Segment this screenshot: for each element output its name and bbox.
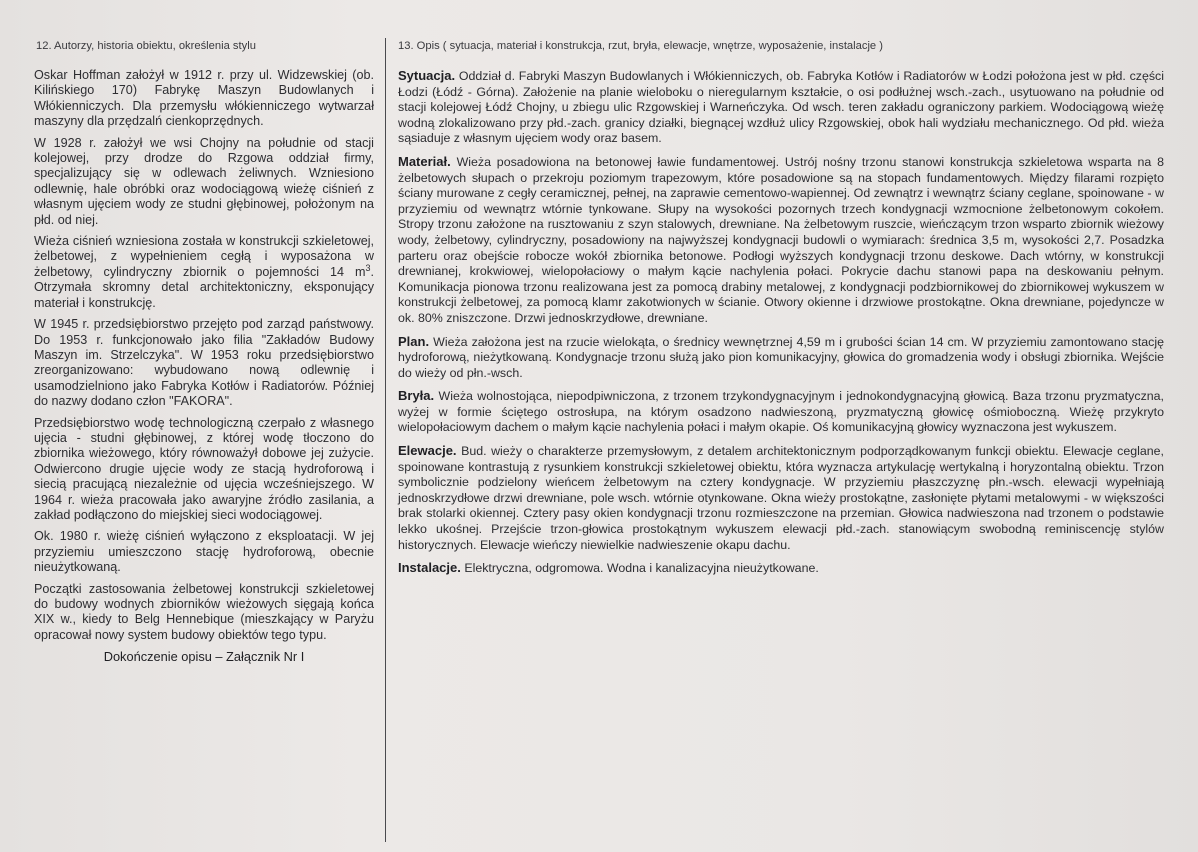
section-text: Wieża wolnostojąca, niepodpiwniczona, z trzonem trzykondygnacyjnym i jednokondygnacyjną głowicą. Baza trzonu pryzmatyczna, wyżej w formie ściętego ostrosłupa, na którym osadzono nadwieszoną, pryzmatyczną głowicę ośmioboczną. Wieżę przykryto wielopołaciowym dachem o małym kącie nachylenia połaci i małym okapie. Oś komunikacyjną głowicy wyznaczona jest wykuszem. [398, 389, 1164, 435]
description-section [398, 154, 1164, 327]
continuation-note: Dokończenie opisu – Załącznik Nr I [103, 649, 305, 665]
history-paragraph: Początki zastosowania żelbetowej konstrukcji szkieletowej do budowy wodnych zbiorników wieżowych sięgają końca XIX w., kiedy to Belg Hennebique (mieszkający w Paryżu opracował nowy system budowy obiektów tego typu. [34, 581, 374, 642]
section-label: Sytuacja. [398, 68, 456, 83]
section-text: Bud. wieży o charakterze przemysłowym, z detalem architektonicznym podporządkowanym funkcji obiektu. Elewacje ceglane, spoinowane kontrastują z rysunkiem konstrukcji szkieletowej obiektu, która wyznacza artykulację wertykalną i horyzontalną obiektu. Trzon symbolicznie podzielony wieńcem żelbetowym na cztery kondygnacje. W przyziemiu płaszczyznę płn.-wsch. elewacji wypełniają jednoskrzydłowe drzwi drewniane, pole wsch. wtórnie otynkowane. Okna wieży prostokątne, zasłonięte płytami metalowymi - w większości brak stolarki okiennej. Cztery pasy okien kondygnacji trzonu rozmieszczone na przemian. Głowica nadwieszona nad trzonem o podstawie lekko ukośnej. Przejście trzon-głowica prostokątnym wykuszem elewacji płd.-zach. stanowiącym swobodną reminiscencję stylów historycznych. Elewacje wieńczy niewielkie nadwieszenie okapu dachu. [398, 444, 1164, 552]
description-section [398, 388, 1164, 436]
cubic-superscript: 3 [365, 262, 371, 273]
history-paragraph: Przedsiębiorstwo wodę technologiczną czerpało z własnego ujęcia - studni głębinowej, z której wodę tłoczono do zbiornika wieżowego, który równoważył dobowe jej zużycie. Odwiercono drugie ujęcie wody ze stacją hydroforową i siecią pracującą niezależnie od ujęcia wcześniejszego. W 1964 r. wieża pracowała jako awaryjne źródło zasilania, a zakład podłączono do miejskiej sieci wodociągowej. [34, 415, 374, 522]
tower-text-a: Wieża ciśnień wzniesiona została w konstrukcji szkieletowej, żelbetowej, z wypełnieniem cegłą i wyposażona w żelbetowy, cylindryczny zbiornik o pojemności 14 m [34, 234, 374, 279]
section-text: Wieża posadowiona na betonowej ławie fundamentowej. Ustrój nośny trzonu stanowi konstrukcja szkieletowa wsparta na 8 żelbetowych słupach o przekroju poziomym trapezowym, które posadowione są na stopach fundamentowych. Między filarami rozpięto ściany murowane z cegły ceramicznej, pełnej, na zaprawie cementowo-wapiennej. Od zewnątrz i wewnątrz ściany ceglane, spoinowane - w przyziemiu od wewnątrz wtórnie tynkowane. Słupy na wysokości pozornych trzech kondygnacji wzmocnione żelbetonowym cokołem. Stropy trzonu założone na rusztowaniu z szyn stalowych, drewniane. Na żelbetowym ruszcie, wieńczącym trzon wsparto zbiornik wieżowy wody, żelbetowy, cylindryczny, posadowiony na najwyższej kondygnacji budowli o wymiarach: średnica 3,5 m, wysokości 2,7. Posadzka parteru oraz obejście robocze wokół zbiornika betonowe. Podłogi wyższych kondygnacji trzonu deskowe. Dach wtórny, w konstrukcji drewnianej, krokwiowej, wielopołaciowy o małym kącie nachylenia połaci. Pokrycie dachu stanowi papa na deskowaniu pełnym. Komunikacja pionowa trzonu realizowana jest za pomocą drabiny metalowej, z kondygnacji podzbiornikowej do zbiornikowej wykuszem w konstrukcji żelbetowej, za pomocą klamr zakotwionych w ścianie. Otwory okienne i drzwiowe prostokątne. Okna drewniane, pojedyncze w ok. 80% zniszczone. Drzwi jednoskrzydłowe, drewniane. [398, 154, 1164, 325]
section-12-heading: 12. Autorzy, historia obiektu, określenia stylu [36, 40, 256, 52]
history-paragraph: W 1928 r. założył we wsi Chojny na południe od stacji kolejowej, przy drodze do Rzgowa oddział firmy, specjalizujący się w odlewach żeliwnych. Wzniesiono odlewnię, hale obróbki oraz wodociągową wieżę ciśnień z własnym ujęciem wody ze studni głębinowej, położonym na płd. od niej. [34, 135, 374, 227]
right-column [398, 38, 1164, 584]
section-label: Instalacje. [398, 560, 461, 576]
column-divider [385, 38, 386, 842]
description-section [398, 68, 1164, 147]
description-section [398, 560, 1164, 577]
section-label: Plan. [398, 333, 430, 349]
section-13-heading: 13. Opis ( sytuacja, materiał i konstrukcja, rzut, bryła, elewacje, wnętrze, wyposażenie, instalacje ) [398, 40, 883, 52]
section-label: Elewacje. [398, 443, 457, 459]
history-paragraph: Ok. 1980 r. wieżę ciśnień wyłączono z eksploatacji. W jej przyziemiu umieszczono stację hydroforową, obecnie nieużytkowaną. [34, 529, 374, 575]
description-section [398, 443, 1164, 553]
history-paragraph: W 1945 r. przedsiębiorstwo przejęto pod zarząd państwowy. Do 1953 r. funkcjonowało jako filia "Zakładów Budowy Maszyn im. Strzelczyka". W 1953 roku przedsiębiorstwo zreorganizowano: wybudowano nową odlewnię i usamodzielniono jako Fabryka Kotłów i Radiatorów. Później do nazwy dodano człon "FAKORA". [34, 317, 374, 409]
tower-text-b: . Otrzymała skromny detal architektoniczny, eksponujący materiał i konstrukcję. [34, 264, 374, 310]
history-paragraph [34, 234, 374, 311]
section-label: Bryła. [398, 388, 435, 404]
section-text: Oddział d. Fabryki Maszyn Budowlanych i Włókienniczych, ob. Fabryka Kotłów i Radiatorów w Łodzi położona jest w płd. części Łodzi (Łódź - Górna). Założenie na planie wieloboku o nieregularnym kształcie, o osi podłużnej wsch.-zach., usytuowano na południe od stacji kolejowej Łódź Chojny, u zbiegu ulic Rzgowskiej i Warneńczyka. Od wsch. teren zakładu ograniczony parkiem. Wodociągową wieżę wodną zlokalizowano przy płd.-zach. granicy działki, biegnącej wzdłuż ulicy Rzgowskiej, obok hali wydziału mechanicznego. Od płd. wieża sąsiaduje z własnym ujęciem wody oraz basem. [398, 69, 1164, 146]
section-label: Materiał. [398, 153, 451, 169]
section-text: Wieża założona jest na rzucie wielokąta, o średnicy wewnętrznej 4,59 m i grubości ścian 14 cm. W przyziemiu zamontowano stację hydroforową, nieżytkowaną. Kondygnacje trzonu służą jako pion komunikacyjny, głowica do gromadzenia wody i obsługi zbiornika. Wejście do wieży od płn.-wsch. [398, 334, 1165, 380]
history-paragraph: Oskar Hoffman założył w 1912 r. przy ul. Widzewskiej (ob. Kilińskiego 170) Fabrykę Maszyn Budowlanych i Włókienniczych. Dla przemysłu włókienniczego wytwarzał maszyny dla przędzalń cienkoprzędnych. [34, 68, 374, 129]
description-section [398, 334, 1164, 382]
left-column [34, 38, 374, 664]
section-text: Elektryczna, odgromowa. Wodna i kanalizacyjna nieużytkowane. [464, 561, 819, 576]
